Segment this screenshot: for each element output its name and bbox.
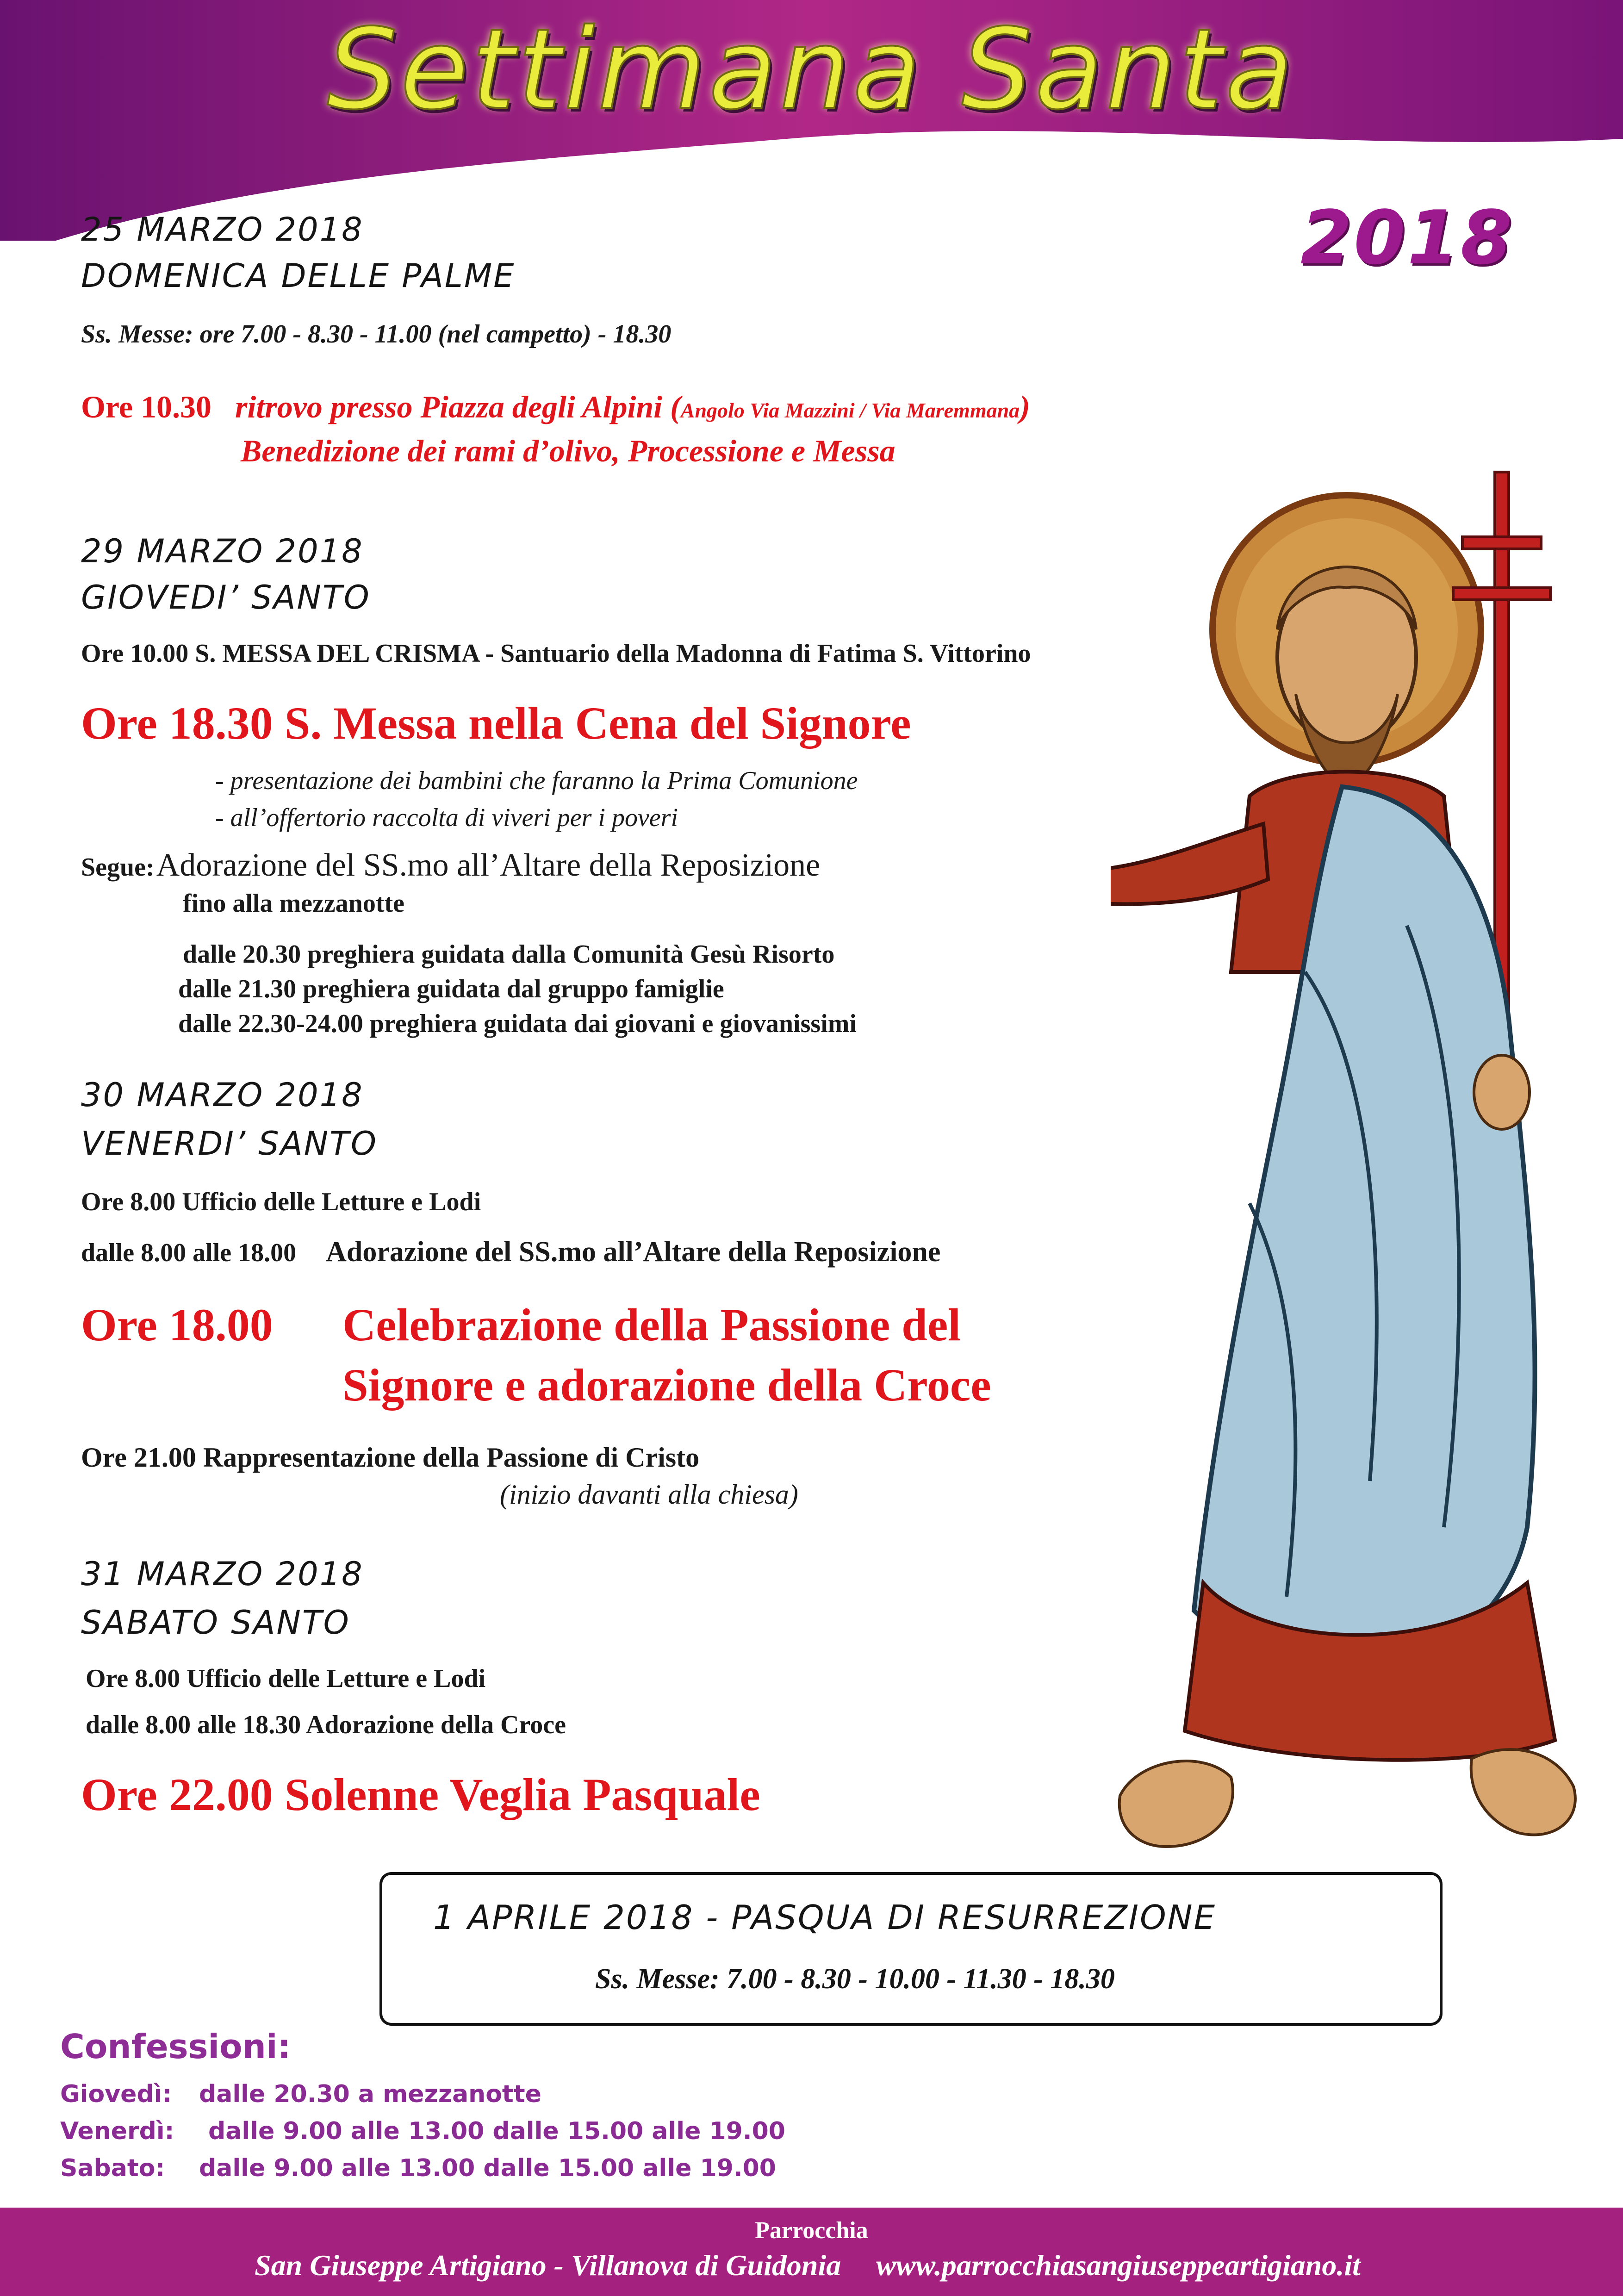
confessions-title: Confessioni: (60, 2027, 291, 2066)
holy-saturday-adoration: dalle 8.00 alle 18.30 Adorazione della Croce (86, 1711, 566, 1739)
good-friday-adoration-text: Adorazione del SS.mo all’Altare della Reposizione (326, 1236, 941, 1268)
good-friday-day: VENERDI’ SANTO (81, 1125, 378, 1163)
holy-saturday-date: 31 MARZO 2018 (81, 1555, 364, 1593)
confessions-hours: dalle 9.00 alle 13.00 dalle 15.00 alle 19.00 (208, 2117, 785, 2145)
page-title: Settimana Santa (327, 5, 1296, 134)
palm-sunday-meeting-time: Ore 10.30 (81, 389, 212, 424)
palm-sunday-meeting-close: ) (1020, 389, 1030, 424)
footer-parish-name: San Giuseppe Artigiano - Villanova di Guidonia (255, 2249, 841, 2282)
confessions-hours: dalle 20.30 a mezzanotte (199, 2080, 541, 2108)
confessions-day: Sabato: (60, 2154, 165, 2182)
holy-thursday-day: GIOVEDI’ SANTO (81, 579, 371, 616)
easter-box (379, 1872, 1443, 2026)
good-friday-passion-note: (inizio davanti alla chiesa) (500, 1479, 798, 1510)
easter-masses: Ss. Messe: 7.00 - 8.30 - 10.00 - 11.30 - 18.30 (595, 1963, 1115, 1995)
good-friday-main-line-1: Celebrazione della Passione del (342, 1299, 961, 1350)
confessions-day: Giovedì: (60, 2080, 172, 2108)
palm-sunday-blessing: Benedizione dei rami d’olivo, Processione e Messa (241, 433, 895, 468)
good-friday-adoration (81, 1236, 940, 1269)
holy-thursday-chrism: Ore 10.00 S. MESSA DEL CRISMA - Santuario della Madonna di Fatima S. Vittorino (81, 639, 1031, 668)
palm-sunday-meeting (81, 389, 1030, 425)
footer-label: Parrocchia (755, 2217, 868, 2244)
holy-thursday-adoration: Adorazione del SS.mo all’Altare della Reposizione (156, 847, 821, 883)
holy-thursday-main: Ore 18.30 S. Messa nella Cena del Signore (81, 697, 911, 749)
follows-label: Segue: (81, 853, 155, 882)
good-friday-main-line-2: Signore e adorazione della Croce (342, 1359, 991, 1411)
holy-thursday-prayer-2: dalle 21.30 preghiera guidata dal gruppo famiglie (178, 975, 724, 1003)
holy-saturday-day: SABATO SANTO (81, 1604, 350, 1642)
good-friday-office: Ore 8.00 Ufficio delle Letture e Lodi (81, 1188, 481, 1216)
footer-website-link[interactable]: www.parrocchiasangiuseppeartigiano.it (876, 2249, 1361, 2282)
holy-saturday-vigil: Ore 22.00 Solenne Veglia Pasquale (81, 1769, 760, 1820)
good-friday-date: 30 MARZO 2018 (81, 1076, 364, 1114)
confessions-day: Venerdì: (60, 2117, 174, 2145)
good-friday-passion: Ore 21.00 Rappresentazione della Passione di Cristo (81, 1442, 700, 1473)
holy-thursday-prayer-1: dalle 20.30 preghiera guidata dalla Comunità Gesù Risorto (183, 940, 835, 969)
christ-illustration (1111, 463, 1620, 1860)
holy-saturday-office: Ore 8.00 Ufficio delle Letture e Lodi (86, 1664, 486, 1693)
palm-sunday-day: DOMENICA DELLE PALME (81, 257, 516, 295)
palm-sunday-masses: Ss. Messe: ore 7.00 - 8.30 - 11.00 (nel campetto) - 18.30 (81, 320, 672, 348)
holy-thursday-until: fino alla mezzanotte (183, 889, 404, 918)
holy-thursday-follows (81, 847, 820, 884)
palm-sunday-date: 25 MARZO 2018 (81, 211, 364, 249)
good-friday-adoration-time: dalle 8.00 alle 18.00 (81, 1238, 297, 1267)
holy-thursday-date: 29 MARZO 2018 (81, 532, 364, 570)
confessions-hours: dalle 9.00 alle 13.00 dalle 15.00 alle 19.00 (199, 2154, 776, 2182)
holy-thursday-note-1: - presentazione dei bambini che faranno la Prima Comunione (215, 766, 858, 795)
confessions-row (60, 2080, 541, 2108)
year-badge: 2018 (1300, 194, 1514, 281)
holy-thursday-note-2: - all’offertorio raccolta di viveri per i poveri (215, 803, 678, 832)
palm-sunday-meeting-text: ritrovo presso Piazza degli Alpini ( (235, 389, 681, 424)
confessions-row (60, 2154, 776, 2182)
footer-line (255, 2248, 1361, 2283)
palm-sunday-meeting-location: Angolo Via Mazzini / Via Maremmana (680, 398, 1020, 422)
good-friday-main-time: Ore 18.00 (81, 1299, 273, 1350)
confessions-row (60, 2117, 785, 2145)
holy-thursday-prayer-3: dalle 22.30-24.00 preghiera guidata dai giovani e giovanissimi (178, 1009, 857, 1038)
easter-title: 1 APRILE 2018 - PASQUA DI RESURREZIONE (433, 1898, 1217, 1937)
